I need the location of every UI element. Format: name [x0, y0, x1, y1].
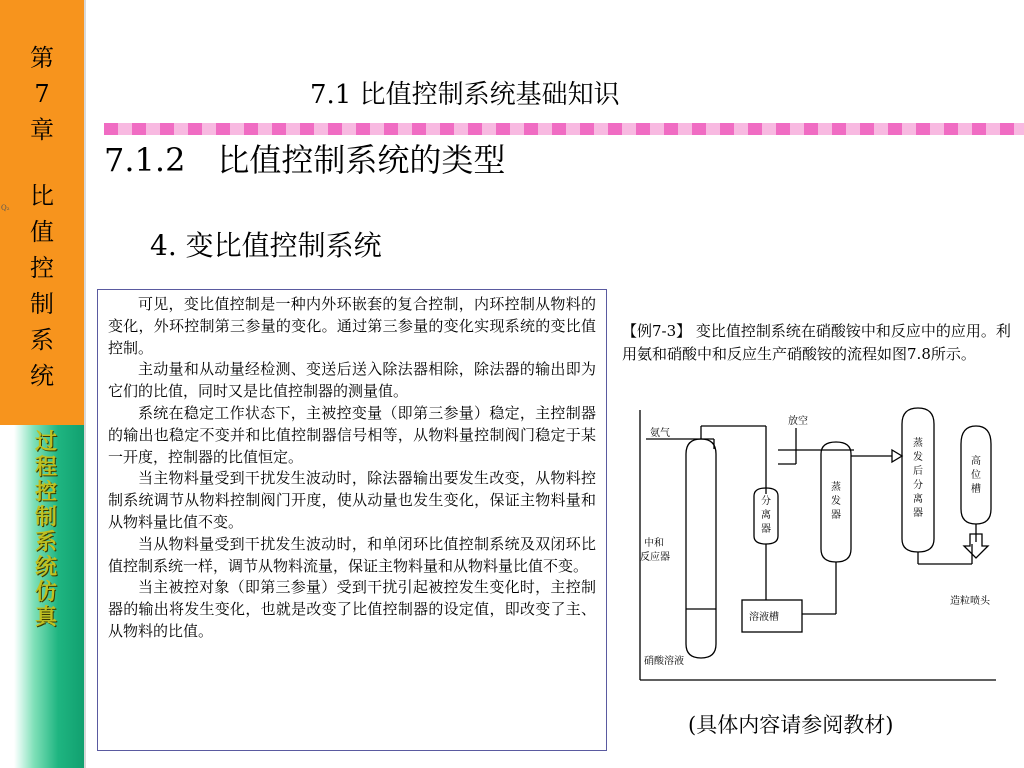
paragraph: 当主物料量受到干扰发生波动时，除法器输出要发生改变，从物料控制系统调节从物料控制阀门开度，使从动量也发生变化，保证主物料量和从物料量比值不变。 [108, 469, 596, 531]
evaporator-label-char: 蒸 [831, 482, 841, 493]
reactor-label-line2: 反应器 [640, 552, 670, 563]
paragraph: 主动量和从动量经检测、变送后送入除法器相除，除法器的输出即为它们的比值，同时又是比值控制器的测量值。 [108, 360, 596, 401]
paragraph: 当主被控对象（即第三参量）受到干扰引起被控发生变化时，主控制器的输出将发生变化，也就是改变了比值控制器的设定值，即改变了主、从物料的比值。 [108, 578, 596, 640]
separator-inlet-nozzle [892, 450, 902, 462]
textbook-note: (具体内容请参阅教材) [688, 713, 894, 737]
process-flow-diagram [636, 404, 1016, 686]
paragraph: 可见，变比值控制是一种内外环嵌套的复合控制，内环控制从物料的变化，外环控制第三参量的变化。通过第三参量的变化实现系统的变比值控制。 [108, 295, 596, 357]
high-tank-label-char: 位 [971, 470, 981, 481]
vent-label: 放空 [788, 416, 808, 427]
subsection-title: 4. 变比值控制系统 [150, 229, 382, 262]
post-separator-label-char: 后 [913, 466, 923, 477]
example-text: 【例7-3】 变比值控制系统在硝酸铵中和反应中的应用。利用氨和硝酸中和反应生产硝酸铵的流程如图7.8所示。 [622, 322, 1011, 363]
evaporator-label-char: 器 [831, 510, 841, 521]
high-tank-label-char: 槽 [971, 484, 981, 495]
page-title: 7.1 比值控制系统基础知识 [310, 80, 620, 110]
solution-tank-label: 溶液槽 [749, 612, 779, 623]
separator-label-char: 离 [761, 510, 771, 521]
title-decoration-bar [104, 123, 1024, 135]
explanation-box [97, 289, 607, 751]
course-title: 过 程 控 制 系 统 仿 真 [34, 430, 57, 630]
separator-label-char: 分 [761, 496, 771, 507]
chapter-label: 第 7 章 比 值 控 制 系 统 [30, 44, 54, 390]
section-title: 7.1.2 比值控制系统的类型 [104, 141, 506, 179]
tiny-mark: Q₂ [1, 204, 10, 212]
evaporator-label-char: 发 [831, 496, 841, 507]
separator-label-char: 器 [761, 524, 771, 535]
high-tank-label-char: 高 [971, 456, 981, 467]
post-separator-label-char: 器 [913, 508, 923, 519]
reactor-label-line1: 中和 [644, 538, 664, 549]
reactor-vessel [686, 439, 716, 658]
paragraph: 系统在稳定工作状态下，主被控变量（即第三参量）稳定，主控制器的输出也稳定不变并和比值控制器信号相等，从物料量控制阀门稳定于某一开度，控制器的比值恒定。 [108, 403, 596, 466]
sidebar-divider [84, 0, 86, 768]
post-separator-label-char: 发 [913, 452, 923, 463]
post-separator-label-char: 蒸 [913, 438, 923, 449]
nozzle-label: 造粒喷头 [950, 596, 990, 607]
paragraph: 当从物料量受到干扰发生波动时，和单闭环比值控制系统及双闭环比值控制系统一样，调节从物料流量，保证主物料量和从物料量比值不变。 [108, 534, 596, 575]
post-separator-label-char: 分 [913, 480, 923, 491]
nitric-acid-label: 硝酸溶液 [644, 656, 684, 667]
post-separator-label-char: 离 [913, 494, 923, 505]
ammonia-label: 氨气 [650, 428, 670, 439]
